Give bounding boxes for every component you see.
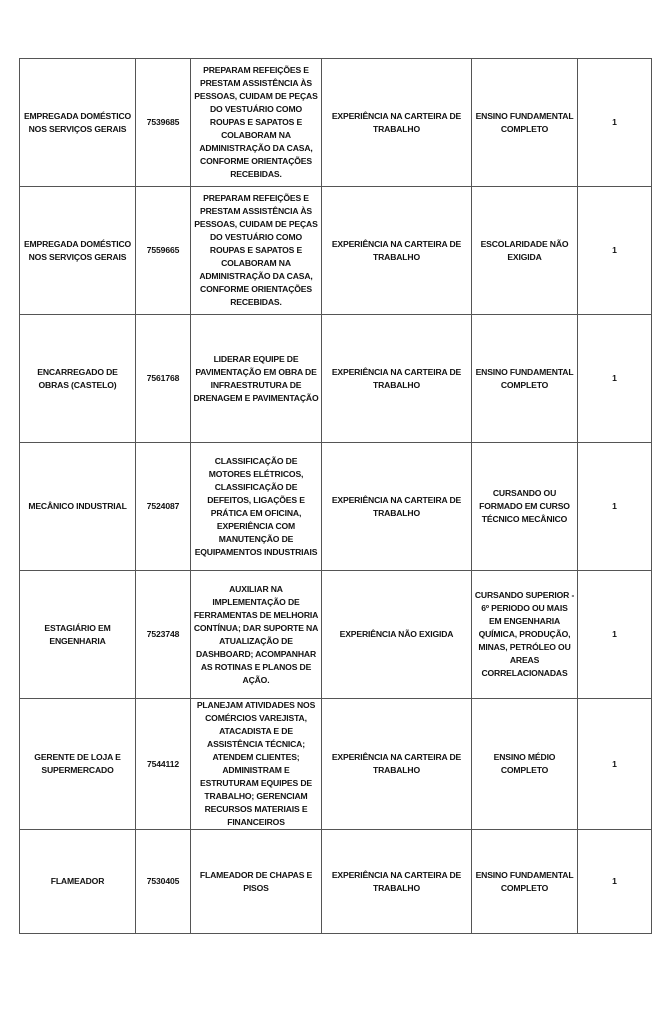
experience-cell: EXPERIÊNCIA NA CARTEIRA DE TRABALHO xyxy=(322,187,472,315)
job-code-cell: 7544112 xyxy=(136,699,191,830)
experience-cell: EXPERIÊNCIA NA CARTEIRA DE TRABALHO xyxy=(322,699,472,830)
job-code-cell: 7561768 xyxy=(136,315,191,443)
job-title-cell: ENCARREGADO DE OBRAS (CASTELO) xyxy=(20,315,136,443)
job-title-cell: EMPREGADA DOMÉSTICO NOS SERVIÇOS GERAIS xyxy=(20,187,136,315)
vacancies-count-cell: 1 xyxy=(578,699,652,830)
experience-cell: EXPERIÊNCIA NA CARTEIRA DE TRABALHO xyxy=(322,59,472,187)
table-row xyxy=(20,830,652,934)
vacancies-count-cell: 1 xyxy=(578,830,652,934)
experience-cell: EXPERIÊNCIA NA CARTEIRA DE TRABALHO xyxy=(322,443,472,571)
vacancies-count-cell: 1 xyxy=(578,59,652,187)
table-row xyxy=(20,59,652,187)
job-code-cell: 7559665 xyxy=(136,187,191,315)
vacancies-count-cell: 1 xyxy=(578,315,652,443)
job-activities-cell: LIDERAR EQUIPE DE PAVIMENTAÇÃO EM OBRA DE INFRAESTRUTURA DE DRENAGEM E PAVIMENTAÇÃO xyxy=(191,315,322,443)
job-code-cell: 7523748 xyxy=(136,571,191,699)
education-cell: ENSINO FUNDAMENTAL COMPLETO xyxy=(472,59,578,187)
job-vacancies-table xyxy=(19,58,652,934)
table-row xyxy=(20,315,652,443)
job-code-cell: 7524087 xyxy=(136,443,191,571)
job-title-cell: MECÂNICO INDUSTRIAL xyxy=(20,443,136,571)
table-row xyxy=(20,699,652,830)
job-activities-cell: CLASSIFICAÇÃO DE MOTORES ELÉTRICOS, CLASSIFICAÇÃO DE DEFEITOS, LIGAÇÕES E PRÁTICA EM OFICINA, EXPERIÊNCIA COM MANUTENÇÃO DE EQUIPAMENTOS INDUSTRIAIS xyxy=(191,443,322,571)
vacancies-count-cell: 1 xyxy=(578,443,652,571)
vacancies-count-cell: 1 xyxy=(578,187,652,315)
education-cell: ENSINO FUNDAMENTAL COMPLETO xyxy=(472,830,578,934)
table-row xyxy=(20,187,652,315)
table-row xyxy=(20,571,652,699)
table-row xyxy=(20,443,652,571)
vacancies-count-cell: 1 xyxy=(578,571,652,699)
education-cell: CURSANDO SUPERIOR - 6º PERIODO OU MAIS EM ENGENHARIA QUÍMICA, PRODUÇÃO, MINAS, PETRÓLEO OU AREAS CORRELACIONADAS xyxy=(472,571,578,699)
job-code-cell: 7530405 xyxy=(136,830,191,934)
job-title-cell: ESTAGIÁRIO EM ENGENHARIA xyxy=(20,571,136,699)
job-title-cell: EMPREGADA DOMÉSTICO NOS SERVIÇOS GERAIS xyxy=(20,59,136,187)
education-cell: ENSINO MÉDIO COMPLETO xyxy=(472,699,578,830)
job-activities-cell: AUXILIAR NA IMPLEMENTAÇÃO DE FERRAMENTAS DE MELHORIA CONTÍNUA; DAR SUPORTE NA ATUALIZAÇÃO DE DASHBOARD; ACOMPANHAR AS ROTINAS E PLANOS DE AÇÃO. xyxy=(191,571,322,699)
education-cell: CURSANDO OU FORMADO EM CURSO TÉCNICO MECÂNICO xyxy=(472,443,578,571)
job-code-cell: 7539685 xyxy=(136,59,191,187)
education-cell: ESCOLARIDADE NÃO EXIGIDA xyxy=(472,187,578,315)
education-cell: ENSINO FUNDAMENTAL COMPLETO xyxy=(472,315,578,443)
job-title-cell: GERENTE DE LOJA E SUPERMERCADO xyxy=(20,699,136,830)
job-activities-cell: PLANEJAM ATIVIDADES NOS COMÉRCIOS VAREJISTA, ATACADISTA E DE ASSISTÊNCIA TÉCNICA; ATENDEM CLIENTES; ADMINISTRAM E ESTRUTURAM EQUIPES DE TRABALHO; GERENCIAM RECURSOS MATERIAIS E FINANCEIROS xyxy=(191,699,322,830)
experience-cell: EXPERIÊNCIA NA CARTEIRA DE TRABALHO xyxy=(322,830,472,934)
job-activities-cell: PREPARAM REFEIÇÕES E PRESTAM ASSISTÊNCIA ÀS PESSOAS, CUIDAM DE PEÇAS DO VESTUÁRIO COMO ROUPAS E SAPATOS E COLABORAM NA ADMINISTRAÇÃO DA CASA, CONFORME ORIENTAÇÕES RECEBIDAS. xyxy=(191,187,322,315)
experience-cell: EXPERIÊNCIA NÃO EXIGIDA xyxy=(322,571,472,699)
experience-cell: EXPERIÊNCIA NA CARTEIRA DE TRABALHO xyxy=(322,315,472,443)
job-activities-cell: FLAMEADOR DE CHAPAS E PISOS xyxy=(191,830,322,934)
job-activities-cell: PREPARAM REFEIÇÕES E PRESTAM ASSISTÊNCIA ÀS PESSOAS, CUIDAM DE PEÇAS DO VESTUÁRIO COMO ROUPAS E SAPATOS E COLABORAM NA ADMINISTRAÇÃO DA CASA, CONFORME ORIENTAÇÕES RECEBIDAS. xyxy=(191,59,322,187)
job-title-cell: FLAMEADOR xyxy=(20,830,136,934)
